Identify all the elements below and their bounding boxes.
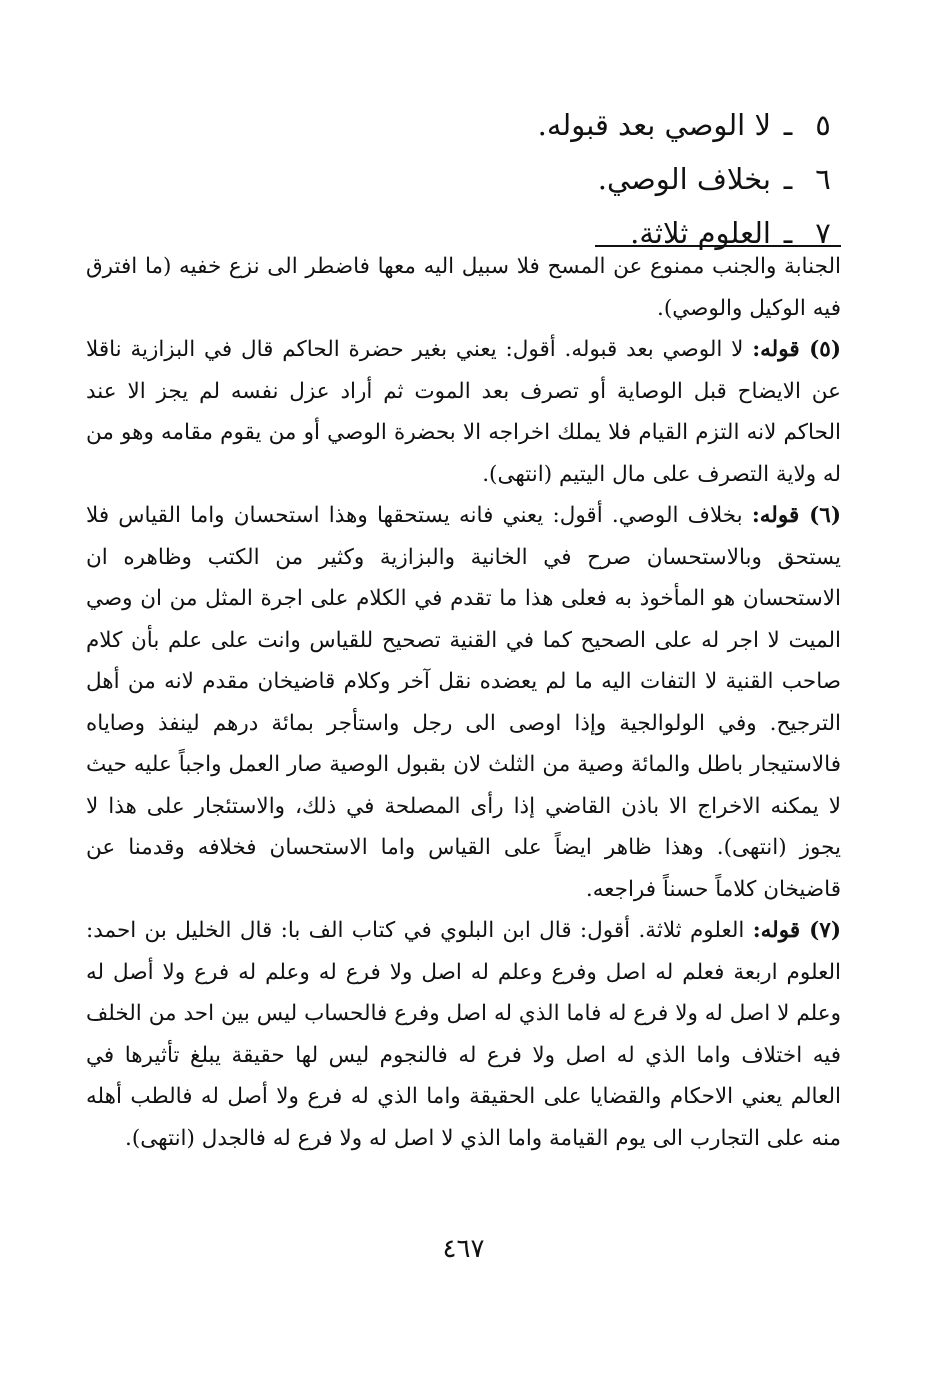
footnote-dash: ـ — [783, 162, 793, 196]
paragraph-lead: (٧) قوله: — [752, 918, 841, 943]
footnote-item — [86, 152, 841, 206]
commentary-body — [86, 246, 841, 1159]
commentary-paragraph — [86, 495, 841, 910]
commentary-paragraph — [86, 910, 841, 1159]
commentary-paragraph — [86, 246, 841, 329]
footnote-item — [86, 98, 841, 152]
footnote-dash: ـ — [783, 216, 793, 250]
page-number: ٤٦٧ — [442, 1234, 485, 1264]
footnote-dash: ـ — [783, 108, 793, 142]
paragraph-text: بخلاف الوصي. أقول: يعني فانه يستحقها وهذا استحسان واما القياس فلا يستحق وبالاستحسان صرح في الخانية والبزازية وكثير من الكتب وظاهره ان الاستحسان هو المأخوذ به فعلى هذا ما تقدم في الكلام على اجرة المثل من ان وصي الميت لا اجر له على الصحيح كما في القنية تصحيح للقياس وانت على علم بأن كلام صاحب القنية لا التفات اليه ما لم يعضده نقل آخر وكلام قاضيخان مقدم لانه من أهل الترجيح. وفي الولوالجية وإذا اوصى الى رجل واستأجر بمائة درهم لينفذ وصاياه فالاستيجار باطل والمائة وصية من الثلث لان بقبول الوصية صار العمل واجباً عليه حيث لا يمكنه الاخراج الا باذن القاضي إذا رأى المصلحة في ذلك، والاستئجار على هذا لا يجوز (انتهى). وهذا ظاهر ايضاً على القياس واما الاستحسان فخلافه وقدمنا عن قاضيخان كلاماً حسناً فراجعه. — [86, 503, 841, 902]
paragraph-lead: (٥) قوله: — [752, 337, 841, 362]
paragraph-text: الجنابة والجنب ممنوع عن المسح فلا سبيل اليه معها فاضطر الى نزع خفيه (ما افترق فيه الوكيل والوصي). — [86, 254, 841, 321]
commentary-paragraph — [86, 329, 841, 495]
footnote-text: بخلاف الوصي. — [597, 162, 771, 196]
paragraph-text: لا الوصي بعد قبوله. أقول: يعني بغير حضرة الحاكم قال في البزازية ناقلا عن الايضاح قبل الوصاية أو تصرف بعد الموت ثم أراد عزل نفسه لم يجز الا عند الحاكم لانه التزم القيام فلا يملك اخراجه الا بحضرة الوصي أو من يقوم مقامه وهو من له ولاية التصرف على مال اليتيم (انتهى). — [86, 337, 841, 487]
footnote-number: ٥ — [815, 108, 831, 142]
footnote-number: ٦ — [815, 162, 831, 196]
paragraph-text: العلوم ثلاثة. أقول: قال ابن البلوي في كتاب الف با: قال الخليل بن احمد: العلوم اربعة فعلم له اصل وفرع وعلم له اصل ولا فرع له وعلم له فرع ولا أصل له وعلم لا اصل له ولا فرع له فاما الذي له اصل وفرع فالحساب ليس بين احد من الخلف فيه اختلاف واما الذي له اصل ولا فرع له فالنجوم ليس لها حقيقة يبلغ تأثيرها في العالم يعني الاحكام والقضايا على الحقيقة واما الذي له فرع ولا أصل له فالطب أهله منه على التجارب الى يوم القيامة واما الذي لا اصل له ولا فرع له فالجدل (انتهى). — [86, 918, 841, 1151]
footnote-number: ٧ — [815, 216, 831, 250]
footnote-text: لا الوصي بعد قبوله. — [537, 108, 771, 142]
paragraph-lead: (٦) قوله: — [751, 503, 841, 528]
footnote-list — [86, 98, 841, 260]
footnote-text: العلوم ثلاثة. — [630, 216, 771, 250]
